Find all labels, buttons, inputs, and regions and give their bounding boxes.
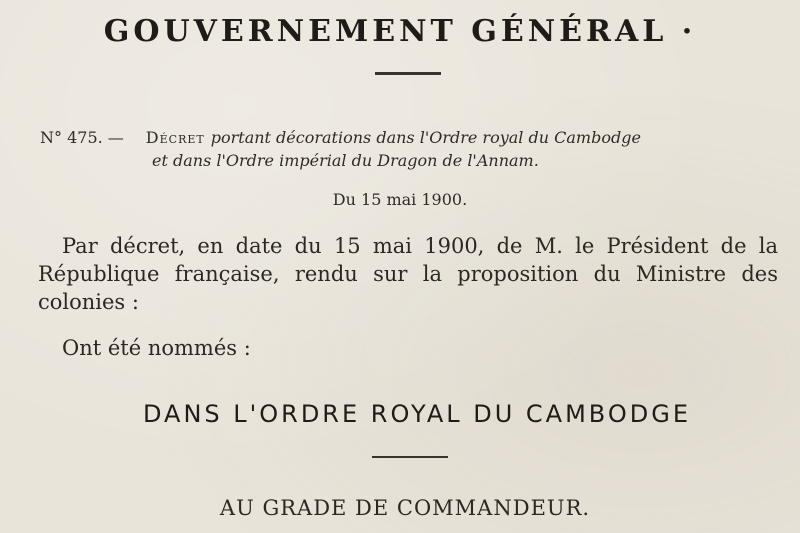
page-title: GOUVERNEMENT GÉNÉRAL ·: [103, 14, 697, 49]
decree-heading-line-1: [40, 128, 780, 147]
title-divider: [375, 72, 441, 75]
grade-heading: AU GRADE DE COMMANDEUR.: [219, 496, 591, 520]
section-divider: [372, 456, 448, 458]
decree-body-text: Par décret, en date du 15 mai 1900, de M. le Président de la République française, rendu sur la proposition du Ministre des colonies :: [38, 234, 778, 314]
decree-body-paragraph: [38, 232, 778, 316]
named-intro: Ont été nommés :: [62, 336, 251, 360]
order-section-heading: DANS L'ORDRE ROYAL DU CAMBODGE: [143, 400, 691, 428]
decree-label: Décret: [145, 128, 205, 147]
decree-number: N° 475. —: [40, 128, 124, 147]
decree-date: Du 15 mai 1900.: [332, 190, 468, 209]
decree-heading-line-2: [152, 151, 800, 170]
decree-description-1: portant décorations dans l'Ordre royal du Cambodge: [210, 128, 641, 147]
decree-description-2: et dans l'Ordre impérial du Dragon de l'Annam.: [152, 151, 539, 170]
